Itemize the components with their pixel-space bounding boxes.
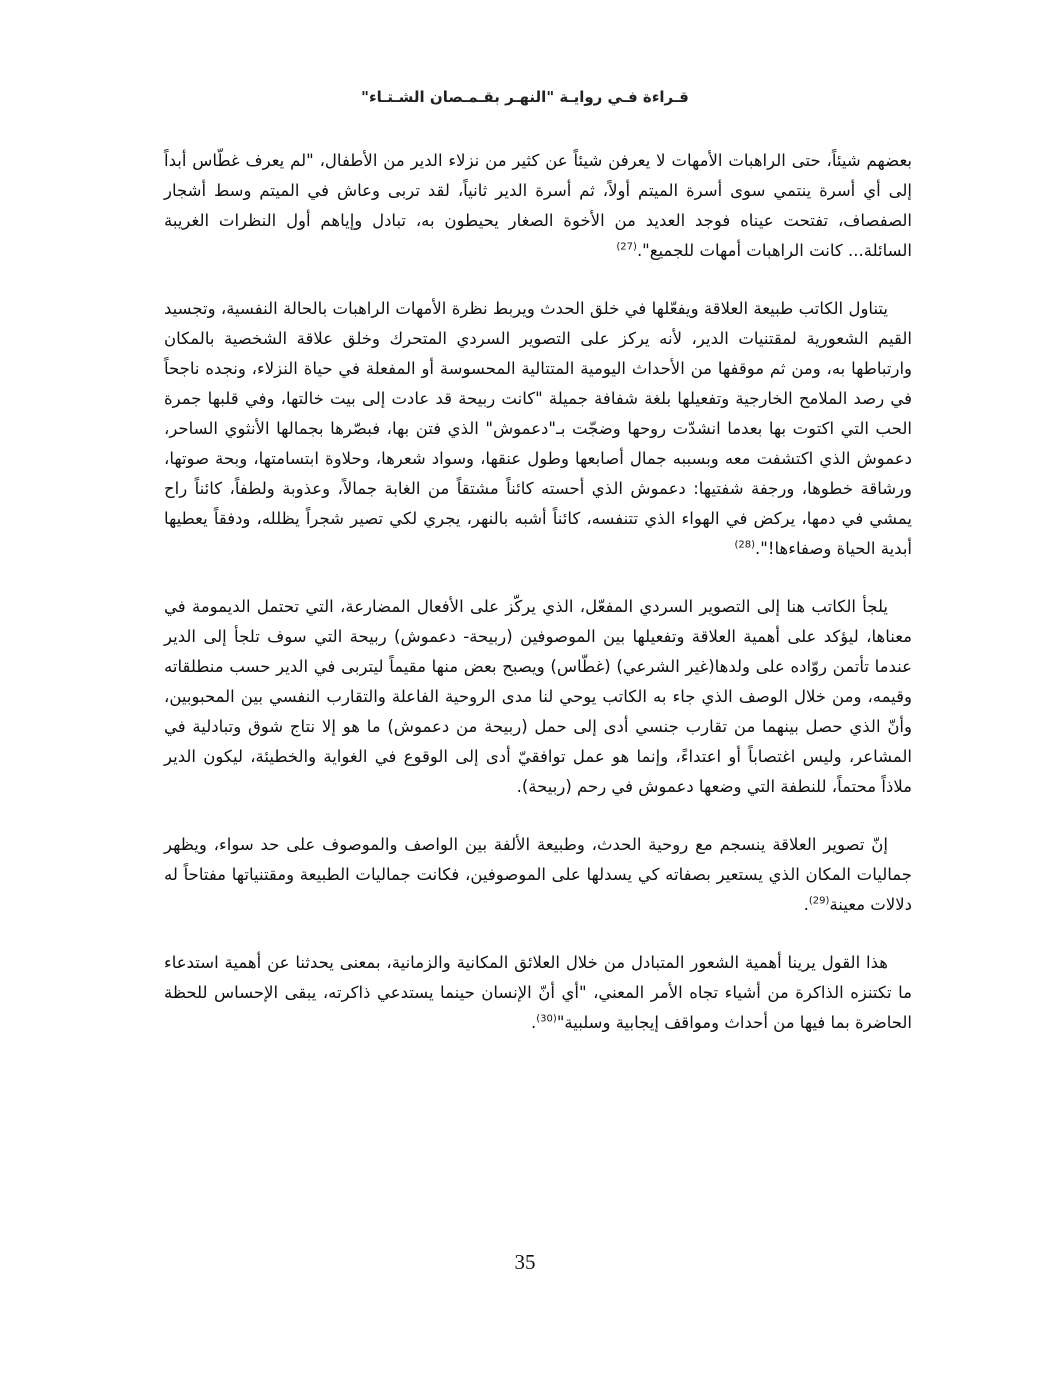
- paragraph-5: هذا القول يرينا أهمية الشعور المتبادل من خلال العلائق المكانية والزمانية، بمعنى يحدثنا عن أهمية استدعاء ما تكتنزه الذاكرة من أشياء تجاه الأمر المعني، "أي أنّ الإنسان حينما يستدعي ذاكرته، يبقى الإحساس للحظة الحاضرة بما فيها من أحداث ومواقف إيجابية وسلبية"$^{(30)}$.: [164, 953, 912, 1032]
- footnote-ref: (28): [734, 539, 756, 551]
- footnote-ref: (29): [808, 895, 830, 907]
- footnote-ref: (30): [536, 1013, 557, 1025]
- paragraph-3: [164, 592, 912, 802]
- page-number: 35: [514, 1250, 536, 1274]
- body-text: [164, 146, 912, 1066]
- paragraph-text: هذا القول يرينا أهمية الشعور المتبادل من خلال العلائق المكانية والزمانية، بمعنى يحدثنا عن أهمية استدعاء ما تكتنزه الذاكرة من أشياء تجاه الأمر المعني، "أي أنّ الإنسان حينما يستدعي ذاكرته، يبقى الإحساس للحظة الحاضرة بما فيها من أحداث ومواقف إيجابية وسلبية": [164, 953, 912, 1032]
- paragraph-4: إنّ تصوير العلاقة ينسجم مع روحية الحدث، وطبيعة الألفة بين الواصف والموصوف على حد سواء، ويظهر جماليات المكان الذي يستعير بصفاته كي يسدلها على الموصوفين، فكانت جماليات الطبيعة ومقتنياتها مفتاحاً له دلالات معينة$^{(29)}$.: [164, 835, 912, 914]
- running-header: قـراءة فـي روايـة "النهـر بقـمـصان الشـتـاء": [361, 88, 689, 106]
- paragraph-2: [164, 294, 912, 564]
- paragraph-text: يلجأ الكاتب هنا إلى التصوير السردي المفعّل، الذي يركّز على الأفعال المضارعة، التي تحتمل الديمومة في معناها، ليؤكد على أهمية العلاقة وتفعيلها بين الموصوفين (ربيحة- دعموش) ربيحة التي سوف تلجأ إلى الدير عندما تأتمن روّاده على ولدها(غير الشرعي) (غطّاس) ويصبح بعض منها مقيماً ليتربى في الدير حسب منطلقاته وقيمه، ومن خلال الوصف الذي جاء به الكاتب يوحي لنا مدى الروحية الفاعلة والتقارب النفسي بين المحبوبين، وأنّ الذي حصل بينهما من تقارب جنسي أدى إلى حمل (ربيحة من دعموش) ما هو إلا نتاج شوق وتبادلية في المشاعر، وليس اغتصاباً أو اعتداءً، وإنما هو عمل توافقيّ أدى إلى الوقوع في الغواية والخطيئة، ليكون الدير ملاذاً محتماً، للنطفة التي وضعها دعموش في رحم (ربيحة).: [164, 597, 912, 796]
- footnote-ref: (27): [616, 241, 637, 253]
- paragraph-text: يتناول الكاتب طبيعة العلاقة ويفعّلها في خلق الحدث ويربط نظرة الأمهات الراهبات بالحالة النفسية، وتجسيد القيم الشعورية لمقتنيات الدير، لأنه يركز على التصوير السردي المتحرك وخلق علاقة الشخصية بالمكان وارتباطها به، ومن ثم موقفها من الأحداث اليومية المتتالية المحسوسة أو المفعلة في حياة النزلاء، ونجده ناجحاً في رصد الملامح الخارجية وتفعيلها بلغة شفافة جميلة "كانت ربيحة قد عادت إلى بيت خالتها، وفي قلبها جمرة الحب التي اكتوت بها بعدما انشدّت روحها وضجّت بـ"دعموش" الذي فتن بها، فبصّرها بجمالها الأنثوي الساحر، دعموش الذي اكتشفت معه وبسببه جمال أصابعها وطول عنقها، وسواد شعرها، وحلاوة ابتسامتها، وبحة صوتها، ورشاقة خطوها، ورجفة شفتيها: دعموش الذي أحسته كائناً مشتقاً من الغابة جمالاً، وعذوبة ولطفاً، كائناً راح يمشي في دمها، يركض في الهواء الذي تتنفسه، كائناً أشبه بالنهر، يجري لكي تصير شجراً يظلله، ودفقاً يعطيها أبدية الحياة وصفاءها!".: [164, 299, 912, 558]
- paragraph-text: بعضهم شيئاً، حتى الراهبات الأمهات لا يعرفن شيئاً عن كثير من نزلاء الدير من الأطفال، "لم يعرف غطّاس أبداً إلى أي أسرة ينتمي سوى أسرة الميتم أولاً، ثم أسرة الدير ثانياً، لقد تربى وعاش في الميتم وسط أشجار الصفصاف، تفتحت عيناه فوجد العديد من الأخوة الصغار يحيطون به، تبادل وإياهم أول النظرات الغريبة السائلة... كانت الراهبات أمهات للجميع".: [164, 151, 912, 260]
- paragraph-1: [164, 146, 912, 266]
- paragraph-text: إنّ تصوير العلاقة ينسجم مع روحية الحدث، وطبيعة الألفة بين الواصف والموصوف على حد سواء، ويظهر جماليات المكان الذي يستعير بصفاته كي يسدلها على الموصوفين، فكانت جماليات الطبيعة ومقتنياتها مفتاحاً له دلالات معينة: [164, 835, 912, 914]
